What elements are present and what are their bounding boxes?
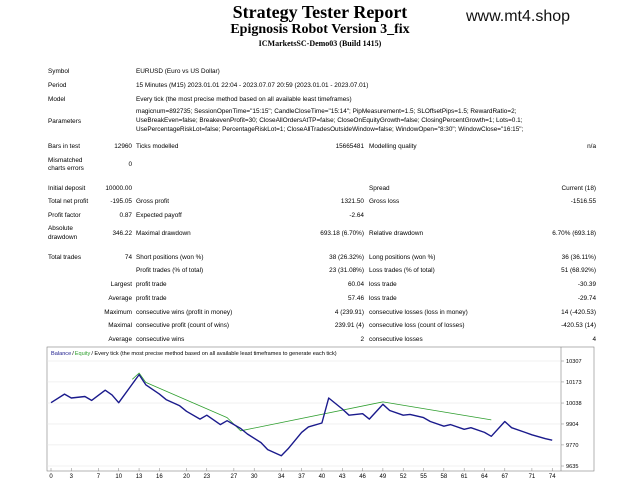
mismatched-value: 0 <box>128 161 132 168</box>
total-trades-label: Total trades <box>48 254 82 261</box>
gross-loss-label: Gross loss <box>369 198 400 205</box>
average-loss-label: loss trade <box>369 295 397 302</box>
y-tick-label: 10038 <box>566 401 582 408</box>
y-tick-label: 9904 <box>566 421 579 428</box>
x-tick-label: 27 <box>230 474 238 480</box>
legend-description: / Every tick (the most precise method based on all available least timeframes to generate each tick) <box>91 351 337 357</box>
bars-label: Bars in test <box>48 143 80 150</box>
x-tick-label: 13 <box>135 474 143 480</box>
net-profit-value: -195.05 <box>110 198 132 205</box>
x-tick-label: 43 <box>338 474 346 480</box>
maximal-consecutive-loss-label: consecutive loss (count of losses) <box>369 322 465 329</box>
profit-trades-label: Profit trades (% of total) <box>136 267 204 274</box>
average-label-2: Average <box>108 336 132 343</box>
net-profit-label: Total net profit <box>48 198 89 205</box>
max-consecutive-losses-value: 14 (-420.53) <box>561 309 596 316</box>
x-tick-label: 0 <box>49 474 53 480</box>
gross-loss-value: -1516.55 <box>570 198 596 205</box>
expected-payoff-label: Expected payoff <box>136 212 182 219</box>
x-tick-label: 10 <box>115 474 123 480</box>
x-tick-label: 37 <box>298 474 305 480</box>
average-label: Average <box>108 295 132 302</box>
maximal-consecutive-loss-value: -420.53 (14) <box>561 322 596 329</box>
server-build: ICMarketsSC-Demo03 (Build 1415) <box>258 39 382 48</box>
profit-trades-value: 23 (31.08%) <box>329 267 364 274</box>
y-tick-label: 9770 <box>566 442 579 449</box>
watermark: www.mt4.shop <box>466 8 571 25</box>
absolute-drawdown-label-2: drawdown <box>48 234 78 241</box>
x-tick-label: 52 <box>399 474 407 480</box>
x-tick-label: 71 <box>528 474 536 480</box>
legend-balance: Balance <box>51 351 72 357</box>
x-tick-label: 46 <box>359 474 366 480</box>
parameters-line-2: UseBreakEven=false; BreakevenProfit=30; CloseAllOrdersAtTP=false; CloseOnEquityGrowth=false; ClosingPercentGrowth=1; Lots=0.1; <box>136 117 523 124</box>
y-tick-label: 9635 <box>566 464 579 470</box>
profit-factor-value: 0.87 <box>119 212 132 219</box>
x-tick-label: 7 <box>96 474 101 480</box>
mismatched-label-2: charts errors <box>48 165 84 172</box>
loss-trades-label: Loss trades (% of total) <box>369 267 435 274</box>
x-axis-labels <box>49 474 556 480</box>
average-loss-value: -29.74 <box>577 295 596 302</box>
maximal-consecutive-profit-value: 239.91 (4) <box>334 322 364 329</box>
max-consecutive-losses-label: consecutive losses (loss in money) <box>369 309 468 316</box>
initial-deposit-label: Initial deposit <box>48 185 86 192</box>
period-label: Period <box>48 82 67 89</box>
x-tick-label: 74 <box>548 474 556 480</box>
quality-label: Modelling quality <box>369 143 417 150</box>
average-consecutive-losses-label: consecutive losses <box>369 336 423 343</box>
maximal-drawdown-value: 693.18 (6.70%) <box>320 230 364 237</box>
robot-name: Epignosis Robot Version 3_fix <box>230 22 410 37</box>
y-tick-label: 10307 <box>566 359 582 365</box>
profit-factor-label: Profit factor <box>48 212 81 219</box>
chart-legend <box>51 351 337 357</box>
average-consecutive-wins-value: 2 <box>360 336 364 343</box>
largest-loss-label: loss trade <box>369 281 397 288</box>
maximal-label: Maximal <box>108 322 132 329</box>
long-positions-value: 36 (36.11%) <box>561 254 596 261</box>
x-tick-label: 20 <box>183 474 190 480</box>
x-tick-label: 16 <box>156 474 163 480</box>
absolute-drawdown-label-1: Absolute <box>48 225 73 232</box>
mismatched-label-1: Mismatched <box>48 157 83 164</box>
x-tick-label: 64 <box>481 474 488 480</box>
quality-value: n/a <box>587 143 596 150</box>
relative-drawdown-value: 6.70% (693.18) <box>552 230 596 237</box>
maximum-label: Maximum <box>104 309 132 316</box>
parameters-label: Parameters <box>48 118 82 125</box>
report-title: Strategy Tester Report <box>232 2 408 22</box>
x-tick-label: 67 <box>501 474 509 480</box>
symbol-label: Symbol <box>48 68 70 75</box>
balance-chart <box>47 347 594 480</box>
x-tick-label: 40 <box>318 474 326 480</box>
parameters-line-1: magicnum=892735; SessionOpenTime="15:15"; CandleCloseTime="15:14"; PipMeasurement=1.5; SLOffsetPips=1.5; RewardRatio=2; <box>136 108 517 115</box>
x-tick-label: 58 <box>440 474 448 480</box>
x-tick-label: 61 <box>460 474 468 480</box>
average-consecutive-wins-label: consecutive wins <box>136 336 185 343</box>
ticks-label: Ticks modelled <box>136 143 179 150</box>
symbol-value: EURUSD (Euro vs US Dollar) <box>136 68 220 75</box>
short-positions-label: Short positions (won %) <box>136 254 204 261</box>
total-trades-value: 74 <box>124 254 132 261</box>
model-label: Model <box>48 96 66 103</box>
short-positions-value: 38 (26.32%) <box>329 254 364 261</box>
chart-frame <box>47 347 594 471</box>
x-tick-label: 23 <box>203 474 211 480</box>
x-tick-label: 34 <box>277 474 285 480</box>
x-tick-label: 49 <box>379 474 387 480</box>
maximal-drawdown-label: Maximal drawdown <box>136 230 191 237</box>
relative-drawdown-label: Relative drawdown <box>369 230 423 237</box>
spread-label: Spread <box>369 185 390 192</box>
largest-loss-value: -30.39 <box>577 281 596 288</box>
largest-label: Largest <box>110 281 132 288</box>
largest-profit-value: 60.04 <box>348 281 364 288</box>
model-value: Every tick (the most precise method based on all available least timeframes) <box>136 96 352 103</box>
x-tick-label: 3 <box>69 474 73 480</box>
y-tick-label: 10173 <box>566 379 582 386</box>
ticks-value: 15665481 <box>335 143 364 150</box>
legend-separator: / <box>72 351 74 357</box>
largest-profit-label: profit trade <box>136 281 167 288</box>
bars-value: 12960 <box>114 143 132 150</box>
average-profit-value: 57.46 <box>348 295 364 302</box>
absolute-drawdown-value: 346.22 <box>112 230 132 237</box>
max-consecutive-wins-label: consecutive wins (profit in money) <box>136 309 233 316</box>
parameters-line-3: UsePercentageRiskLot=false; PercentageRiskLot=1; CloseAllTradesOutsideWindow=false; WindowOpen="8:30"; WindowClose="16:15"; <box>136 126 524 133</box>
max-consecutive-wins-value: 4 (239.91) <box>334 309 364 316</box>
long-positions-label: Long positions (won %) <box>369 254 436 261</box>
spread-value: Current (18) <box>561 185 596 192</box>
x-tick-label: 55 <box>420 474 427 480</box>
x-tick-label: 30 <box>250 474 258 480</box>
loss-trades-value: 51 (68.92%) <box>561 267 596 274</box>
average-consecutive-losses-value: 4 <box>592 336 596 343</box>
gross-profit-value: 1321.50 <box>340 198 364 205</box>
expected-payoff-value: -2.64 <box>349 212 364 219</box>
period-value: 15 Minutes (M15) 2023.01.01 22:04 - 2023.07.07 20:59 (2023.01.01 - 2023.07.01) <box>136 82 369 89</box>
legend-equity: Equity <box>74 351 91 357</box>
maximal-consecutive-profit-label: consecutive profit (count of wins) <box>136 322 230 329</box>
gross-profit-label: Gross profit <box>136 198 170 205</box>
average-profit-label: profit trade <box>136 295 167 302</box>
initial-deposit-value: 10000.00 <box>105 185 132 192</box>
